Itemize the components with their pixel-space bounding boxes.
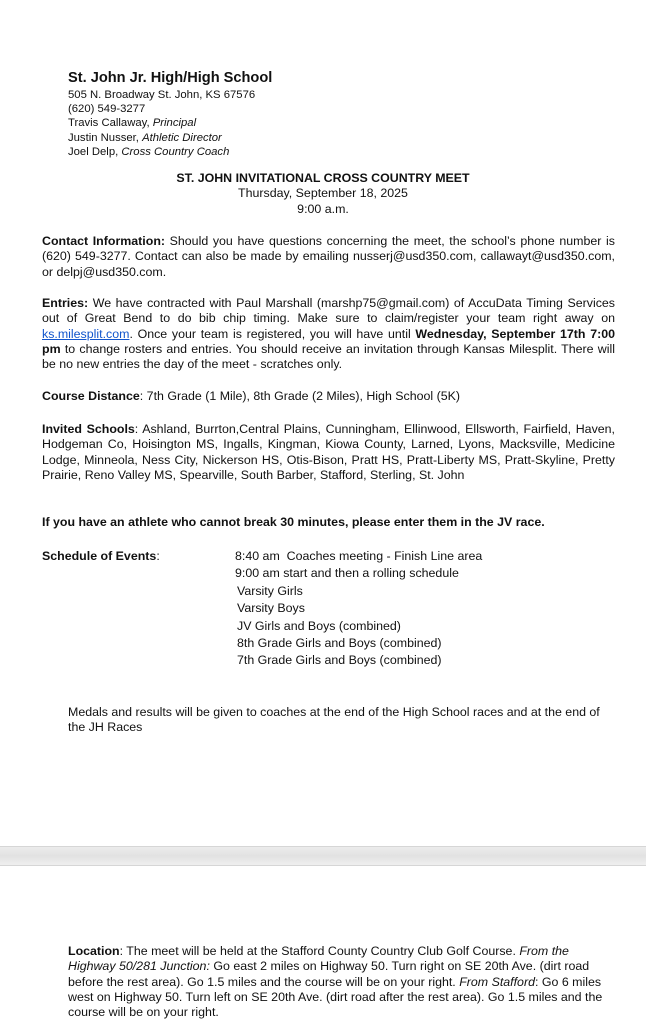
staff-name: Travis Callaway, [68, 117, 153, 130]
school-phone: (620) 549-3277 [68, 103, 146, 116]
course-label: Course Distance [42, 389, 140, 403]
contact-text: Should you have questions concerning the meet, the school’s phone number is (620) 549-3277. Contact can also be made by emailing nusserj@usd350.com, callawayt@usd350.com, or delpj@usd350.com. [42, 234, 615, 279]
staff-title: Athletic Director [142, 131, 222, 144]
contact-paragraph [42, 234, 615, 280]
invited-schools [42, 422, 615, 483]
invited-text: : Ashland, Burrton,Central Plains, Cunningham, Ellinwood, Ellsworth, Fairfield, Haven, Hodgeman Co, Hoisington MS, Ingalls, Kingman, Kiowa County, Larned, Lyons, Macksville, Medicine Lodge, Minneola, Ness City, Nickerson HS, Otis-Bison, Pratt HS, Pratt-Liberty MS, Pratt-Skyline, Pretty Prairie, Reno Valley MS, Spearville, South Barber, Stafford, Sterling, St. John [42, 422, 615, 482]
schedule-item: Varsity Boys [237, 601, 305, 616]
entries-deadline: Wednesday, September 17th 7:00 pm [42, 326, 615, 356]
school-address: 505 N. Broadway St. John, KS 67576 [68, 89, 256, 101]
schedule-item: 8:40 am Coaches meeting - Finish Line area [235, 549, 483, 563]
entries-label: Entries: [42, 296, 89, 310]
meet-title-block [0, 171, 646, 217]
schedule-label-text: Schedule of Events [42, 549, 157, 563]
school-header [68, 69, 272, 159]
meet-title: ST. JOHN INVITATIONAL CROSS COUNTRY MEET [176, 171, 470, 185]
course-text: : 7th Grade (1 Mile), 8th Grade (2 Miles), High School (5K) [139, 389, 461, 403]
direction-label: From the Highway 50/281 Junction: [68, 944, 569, 974]
staff-principal [68, 116, 272, 130]
entries-paragraph [42, 296, 615, 372]
milesplit-link[interactable]: ks.milesplit.com [42, 326, 130, 341]
location-label: Location [68, 944, 120, 958]
entries-text: We have contracted with Paul Marshall (marshp75@gmail.com) of AccuData Timing Services out of Great Bend to do bib chip timing. Make sure to claim/register your team right away on [42, 296, 615, 326]
schedule-item: 8th Grade Girls and Boys (combined) [237, 636, 442, 651]
direction-label: From Stafford [459, 974, 535, 989]
location-text: : The meet will be held at the Stafford County Country Club Golf Course. [119, 944, 520, 958]
course-distance [42, 389, 615, 404]
schedule-item: Varsity Girls [237, 583, 303, 598]
page-divider [0, 846, 646, 866]
location-paragraph [68, 944, 616, 1020]
schedule-list [235, 548, 482, 670]
staff-name: Joel Delp, [68, 145, 122, 158]
entries-text: to change rosters and entries. You should receive an invitation through Kansas Milesplit. There will be no new entries the day of the meet - scratches only. [42, 341, 615, 372]
contact-label: Contact Information: [42, 234, 166, 248]
school-name: St. John Jr. High/High School [68, 70, 273, 86]
jv-notice: If you have an athlete who cannot break 30 minutes, please enter them in the JV race. [42, 515, 545, 529]
staff-title: Principal [152, 117, 197, 130]
staff-athletic-director [68, 131, 272, 145]
meet-time: 9:00 a.m. [297, 201, 349, 216]
direction-text: : Go 6 miles west on Highway 50. Turn left on SE 20th Ave. (dirt road after the rest area). Go 1.5 miles and the course will be on your right. [68, 974, 603, 1020]
staff-name: Justin Nusser, [68, 131, 143, 144]
schedule-item: JV Girls and Boys (combined) [237, 618, 401, 633]
direction-text: Go east 2 miles on Highway 50. Turn right on SE 20th Ave. (dirt road before the rest area). Go 1.5 miles and the course will be on your right. [68, 959, 590, 989]
staff-title: Cross Country Coach [121, 145, 230, 158]
medals-note: Medals and results will be given to coaches at the end of the High School races and at the end of the JH Races [68, 705, 600, 734]
schedule-item: 9:00 am start and then a rolling schedule [235, 566, 459, 581]
invited-label: Invited Schools [42, 422, 135, 436]
meet-date: Thursday, September 18, 2025 [238, 186, 408, 201]
schedule-colon: : [156, 549, 160, 563]
schedule-item: 7th Grade Girls and Boys (combined) [237, 653, 442, 668]
staff-coach [68, 145, 272, 159]
entries-text: . Once your team is registered, you will have until [129, 326, 416, 341]
schedule-label [42, 548, 160, 565]
